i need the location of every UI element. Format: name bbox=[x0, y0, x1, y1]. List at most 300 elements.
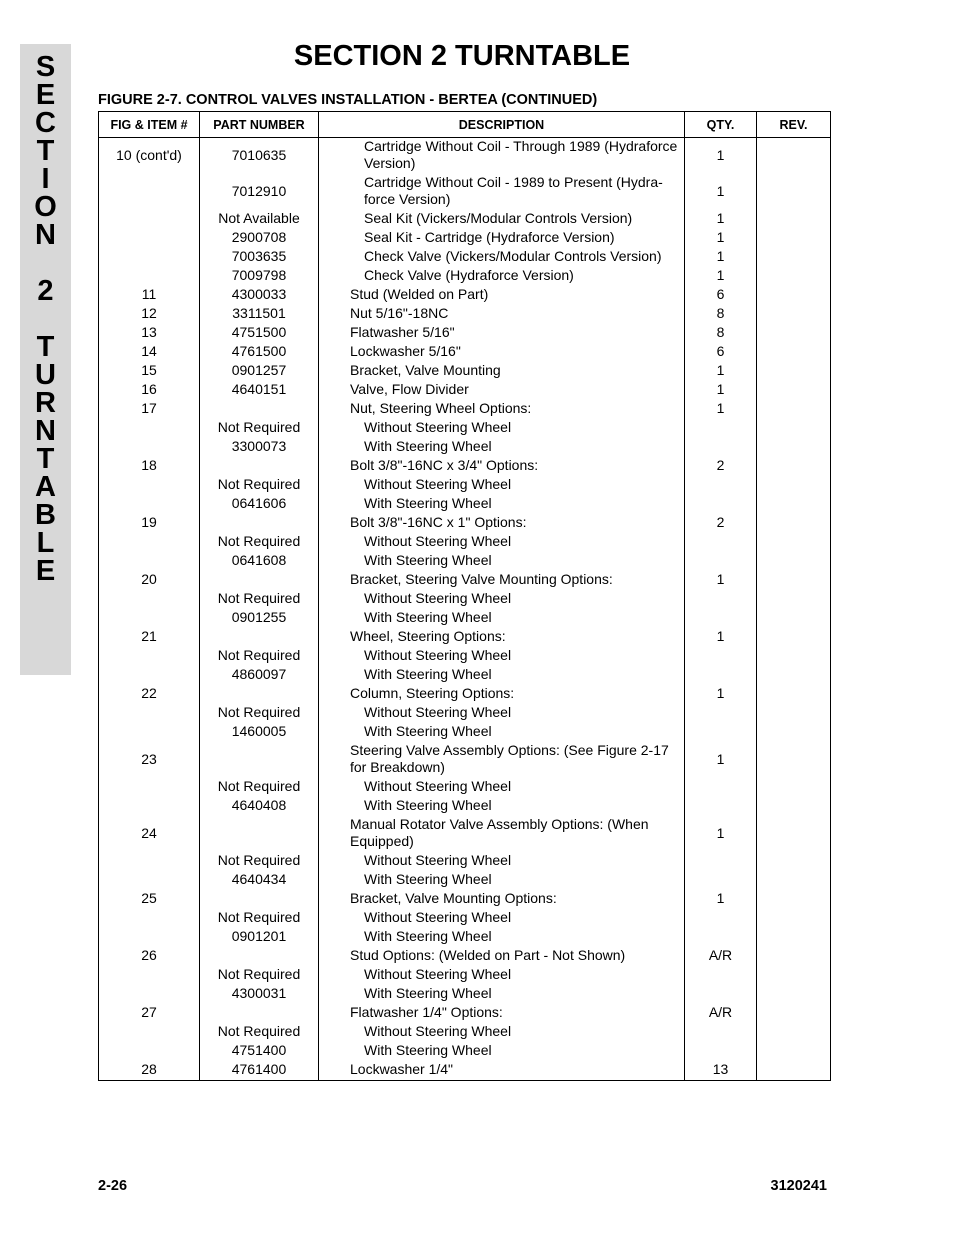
header-qty: QTY. bbox=[685, 112, 757, 138]
item-cell: 27 bbox=[99, 1003, 200, 1022]
rev-cell bbox=[757, 570, 831, 589]
rev-cell bbox=[757, 173, 831, 209]
qty-cell: A/R bbox=[685, 946, 757, 965]
qty-cell bbox=[685, 551, 757, 570]
description-cell: Bracket, Valve Mounting bbox=[319, 361, 685, 380]
rev-cell bbox=[757, 777, 831, 796]
rev-cell bbox=[757, 741, 831, 777]
qty-cell: 6 bbox=[685, 285, 757, 304]
part-number-cell bbox=[200, 570, 319, 589]
table-row bbox=[99, 870, 831, 889]
table-row bbox=[99, 627, 831, 646]
qty-cell bbox=[685, 589, 757, 608]
part-number-cell: Not Required bbox=[200, 1022, 319, 1041]
table-row bbox=[99, 646, 831, 665]
item-cell: 15 bbox=[99, 361, 200, 380]
item-cell: 10 (cont'd) bbox=[99, 138, 200, 174]
item-cell bbox=[99, 418, 200, 437]
part-number-cell bbox=[200, 399, 319, 418]
side-tab-letter: T bbox=[36, 331, 55, 363]
description-cell: With Steering Wheel bbox=[319, 437, 685, 456]
item-cell: 21 bbox=[99, 627, 200, 646]
side-tab-letter: C bbox=[35, 107, 56, 139]
rev-cell bbox=[757, 456, 831, 475]
qty-cell: 2 bbox=[685, 456, 757, 475]
qty-cell bbox=[685, 1041, 757, 1060]
part-number-cell: 4640408 bbox=[200, 796, 319, 815]
rev-cell bbox=[757, 851, 831, 870]
rev-cell bbox=[757, 361, 831, 380]
item-cell: 28 bbox=[99, 1060, 200, 1081]
rev-cell bbox=[757, 646, 831, 665]
part-number-cell: 3300073 bbox=[200, 437, 319, 456]
description-cell: Without Steering Wheel bbox=[319, 703, 685, 722]
item-cell: 18 bbox=[99, 456, 200, 475]
rev-cell bbox=[757, 304, 831, 323]
part-number-cell: Not Required bbox=[200, 646, 319, 665]
rev-cell bbox=[757, 665, 831, 684]
part-number-cell: 7010635 bbox=[200, 138, 319, 174]
side-tab-letter: U bbox=[35, 359, 56, 391]
rev-cell bbox=[757, 475, 831, 494]
qty-cell bbox=[685, 532, 757, 551]
item-cell: 26 bbox=[99, 946, 200, 965]
side-tab-letter: I bbox=[41, 163, 50, 195]
item-cell: 13 bbox=[99, 323, 200, 342]
part-number-cell bbox=[200, 889, 319, 908]
part-number-cell: 4860097 bbox=[200, 665, 319, 684]
side-tab-letter: A bbox=[35, 471, 56, 503]
table-row bbox=[99, 173, 831, 209]
part-number-cell: 0901255 bbox=[200, 608, 319, 627]
rev-cell bbox=[757, 228, 831, 247]
header-fig-item: FIG & ITEM # bbox=[99, 112, 200, 138]
rev-cell bbox=[757, 285, 831, 304]
item-cell bbox=[99, 777, 200, 796]
table-row bbox=[99, 965, 831, 984]
qty-cell: 2 bbox=[685, 513, 757, 532]
qty-cell: 1 bbox=[685, 361, 757, 380]
qty-cell bbox=[685, 665, 757, 684]
qty-cell: 1 bbox=[685, 570, 757, 589]
rev-cell bbox=[757, 796, 831, 815]
qty-cell: 1 bbox=[685, 380, 757, 399]
description-cell: With Steering Wheel bbox=[319, 870, 685, 889]
table-row bbox=[99, 722, 831, 741]
qty-cell bbox=[685, 870, 757, 889]
description-cell: Stud Options: (Welded on Part - Not Shown) bbox=[319, 946, 685, 965]
item-cell bbox=[99, 984, 200, 1003]
description-cell: Lockwasher 5/16" bbox=[319, 342, 685, 361]
part-number-cell: Not Required bbox=[200, 851, 319, 870]
part-number-cell: 4751400 bbox=[200, 1041, 319, 1060]
table-row bbox=[99, 1022, 831, 1041]
side-tab-letter: S bbox=[35, 51, 56, 83]
qty-cell: 8 bbox=[685, 304, 757, 323]
description-cell: With Steering Wheel bbox=[319, 608, 685, 627]
table-row bbox=[99, 342, 831, 361]
section-title: SECTION 2 TURNTABLE bbox=[293, 40, 631, 72]
item-cell: 25 bbox=[99, 889, 200, 908]
item-cell: 17 bbox=[99, 399, 200, 418]
rev-cell bbox=[757, 437, 831, 456]
description-cell: Without Steering Wheel bbox=[319, 418, 685, 437]
description-cell: Nut, Steering Wheel Options: bbox=[319, 399, 685, 418]
rev-cell bbox=[757, 984, 831, 1003]
table-row bbox=[99, 589, 831, 608]
qty-cell: 1 bbox=[685, 173, 757, 209]
part-number-cell: Not Required bbox=[200, 532, 319, 551]
side-tab-letter: T bbox=[36, 135, 55, 167]
table-row bbox=[99, 889, 831, 908]
description-cell: With Steering Wheel bbox=[319, 927, 685, 946]
rev-cell bbox=[757, 209, 831, 228]
description-cell: Without Steering Wheel bbox=[319, 646, 685, 665]
description-cell: Bolt 3/8"-16NC x 1" Options: bbox=[319, 513, 685, 532]
description-cell: Without Steering Wheel bbox=[319, 475, 685, 494]
table-row bbox=[99, 851, 831, 870]
table-row bbox=[99, 228, 831, 247]
description-cell: Flatwasher 1/4" Options: bbox=[319, 1003, 685, 1022]
table-row bbox=[99, 927, 831, 946]
item-cell bbox=[99, 209, 200, 228]
description-cell: Column, Steering Options: bbox=[319, 684, 685, 703]
rev-cell bbox=[757, 889, 831, 908]
description-cell: With Steering Wheel bbox=[319, 551, 685, 570]
item-cell bbox=[99, 703, 200, 722]
item-cell: 24 bbox=[99, 815, 200, 851]
qty-cell bbox=[685, 722, 757, 741]
rev-cell bbox=[757, 399, 831, 418]
item-cell bbox=[99, 173, 200, 209]
table-row bbox=[99, 138, 831, 174]
description-cell: Lockwasher 1/4" bbox=[319, 1060, 685, 1081]
table-row bbox=[99, 285, 831, 304]
side-tab-letter: T bbox=[36, 443, 55, 475]
qty-cell bbox=[685, 777, 757, 796]
part-number-cell bbox=[200, 741, 319, 777]
qty-cell bbox=[685, 965, 757, 984]
item-cell: 16 bbox=[99, 380, 200, 399]
table-row bbox=[99, 946, 831, 965]
description-cell: Without Steering Wheel bbox=[319, 851, 685, 870]
description-cell: Bracket, Steering Valve Mounting Options: bbox=[319, 570, 685, 589]
description-cell: Bracket, Valve Mounting Options: bbox=[319, 889, 685, 908]
header-description: DESCRIPTION bbox=[319, 112, 685, 138]
part-number-cell: 3311501 bbox=[200, 304, 319, 323]
table-header-row bbox=[99, 112, 831, 138]
qty-cell: 1 bbox=[685, 889, 757, 908]
side-tab-letter: N bbox=[35, 219, 56, 251]
part-number-cell: 4640434 bbox=[200, 870, 319, 889]
qty-cell: 1 bbox=[685, 741, 757, 777]
item-cell bbox=[99, 870, 200, 889]
part-number-cell: Not Required bbox=[200, 589, 319, 608]
rev-cell bbox=[757, 684, 831, 703]
table-row bbox=[99, 570, 831, 589]
qty-cell bbox=[685, 418, 757, 437]
item-cell: 23 bbox=[99, 741, 200, 777]
part-number-cell bbox=[200, 1003, 319, 1022]
qty-cell bbox=[685, 494, 757, 513]
rev-cell bbox=[757, 513, 831, 532]
item-cell bbox=[99, 266, 200, 285]
side-tab-letter: L bbox=[36, 527, 55, 559]
rev-cell bbox=[757, 494, 831, 513]
part-number-cell: 2900708 bbox=[200, 228, 319, 247]
description-cell: With Steering Wheel bbox=[319, 984, 685, 1003]
table-row bbox=[99, 908, 831, 927]
rev-cell bbox=[757, 380, 831, 399]
qty-cell: 8 bbox=[685, 323, 757, 342]
document-number: 3120241 bbox=[770, 1178, 827, 1194]
rev-cell bbox=[757, 1003, 831, 1022]
table-row bbox=[99, 247, 831, 266]
rev-cell bbox=[757, 589, 831, 608]
part-number-cell: 7009798 bbox=[200, 266, 319, 285]
item-cell bbox=[99, 646, 200, 665]
part-number-cell bbox=[200, 815, 319, 851]
figure-title: FIGURE 2-7. CONTROL VALVES INSTALLATION - BERTEA (CONTINUED) bbox=[98, 92, 598, 108]
qty-cell: 1 bbox=[685, 815, 757, 851]
table-row bbox=[99, 380, 831, 399]
qty-cell: 1 bbox=[685, 228, 757, 247]
rev-cell bbox=[757, 608, 831, 627]
qty-cell bbox=[685, 608, 757, 627]
part-number-cell: Not Available bbox=[200, 209, 319, 228]
item-cell bbox=[99, 851, 200, 870]
table-row bbox=[99, 494, 831, 513]
item-cell bbox=[99, 908, 200, 927]
description-cell: Check Valve (Vickers/Modular Controls Version) bbox=[319, 247, 685, 266]
item-cell bbox=[99, 927, 200, 946]
item-cell: 20 bbox=[99, 570, 200, 589]
rev-cell bbox=[757, 323, 831, 342]
qty-cell bbox=[685, 984, 757, 1003]
section-side-tab bbox=[20, 44, 71, 675]
part-number-cell bbox=[200, 627, 319, 646]
side-tab-letter: O bbox=[34, 191, 57, 223]
table-row bbox=[99, 777, 831, 796]
item-cell bbox=[99, 1022, 200, 1041]
part-number-cell bbox=[200, 456, 319, 475]
qty-cell: 1 bbox=[685, 209, 757, 228]
description-cell: With Steering Wheel bbox=[319, 494, 685, 513]
table-row bbox=[99, 456, 831, 475]
table-row bbox=[99, 703, 831, 722]
qty-cell: 13 bbox=[685, 1060, 757, 1081]
part-number-cell bbox=[200, 684, 319, 703]
table-row bbox=[99, 418, 831, 437]
qty-cell: 6 bbox=[685, 342, 757, 361]
qty-cell bbox=[685, 927, 757, 946]
rev-cell bbox=[757, 965, 831, 984]
rev-cell bbox=[757, 927, 831, 946]
rev-cell bbox=[757, 722, 831, 741]
table-row bbox=[99, 399, 831, 418]
description-cell: With Steering Wheel bbox=[319, 665, 685, 684]
item-cell bbox=[99, 532, 200, 551]
rev-cell bbox=[757, 1022, 831, 1041]
part-number-cell: Not Required bbox=[200, 965, 319, 984]
description-cell: Cartridge Without Coil - Through 1989 (Hydraforce Version) bbox=[319, 138, 685, 174]
qty-cell: 1 bbox=[685, 266, 757, 285]
header-rev: REV. bbox=[757, 112, 831, 138]
qty-cell: 1 bbox=[685, 247, 757, 266]
description-cell: Seal Kit (Vickers/Modular Controls Version) bbox=[319, 209, 685, 228]
part-number-cell: 4751500 bbox=[200, 323, 319, 342]
side-tab-letter: 2 bbox=[37, 275, 54, 307]
table-row bbox=[99, 1003, 831, 1022]
item-cell bbox=[99, 965, 200, 984]
qty-cell bbox=[685, 703, 757, 722]
rev-cell bbox=[757, 551, 831, 570]
description-cell: Manual Rotator Valve Assembly Options: (When Equipped) bbox=[319, 815, 685, 851]
description-cell: Nut 5/16"-18NC bbox=[319, 304, 685, 323]
item-cell bbox=[99, 228, 200, 247]
side-tab-letter: R bbox=[35, 387, 56, 419]
qty-cell bbox=[685, 646, 757, 665]
item-cell: 19 bbox=[99, 513, 200, 532]
rev-cell bbox=[757, 946, 831, 965]
item-cell: 12 bbox=[99, 304, 200, 323]
table-row bbox=[99, 513, 831, 532]
part-number-cell: 7003635 bbox=[200, 247, 319, 266]
description-cell: Stud (Welded on Part) bbox=[319, 285, 685, 304]
table-row bbox=[99, 551, 831, 570]
part-number-cell: 1460005 bbox=[200, 722, 319, 741]
parts-table-body bbox=[99, 138, 831, 1081]
item-cell: 22 bbox=[99, 684, 200, 703]
item-cell: 14 bbox=[99, 342, 200, 361]
description-cell: Flatwasher 5/16" bbox=[319, 323, 685, 342]
part-number-cell: Not Required bbox=[200, 703, 319, 722]
description-cell: Without Steering Wheel bbox=[319, 589, 685, 608]
part-number-cell: 4300031 bbox=[200, 984, 319, 1003]
side-tab-letter: B bbox=[35, 499, 56, 531]
table-row bbox=[99, 815, 831, 851]
table-row bbox=[99, 323, 831, 342]
part-number-cell bbox=[200, 513, 319, 532]
item-cell bbox=[99, 247, 200, 266]
table-row bbox=[99, 684, 831, 703]
qty-cell: 1 bbox=[685, 684, 757, 703]
side-tab-letter: E bbox=[35, 79, 56, 111]
rev-cell bbox=[757, 532, 831, 551]
rev-cell bbox=[757, 1041, 831, 1060]
rev-cell bbox=[757, 627, 831, 646]
part-number-cell: 0901257 bbox=[200, 361, 319, 380]
qty-cell bbox=[685, 908, 757, 927]
part-number-cell: 0901201 bbox=[200, 927, 319, 946]
table-row bbox=[99, 304, 831, 323]
description-cell: Without Steering Wheel bbox=[319, 965, 685, 984]
rev-cell bbox=[757, 418, 831, 437]
table-row bbox=[99, 665, 831, 684]
item-cell bbox=[99, 589, 200, 608]
rev-cell bbox=[757, 1060, 831, 1081]
part-number-cell: 4761500 bbox=[200, 342, 319, 361]
rev-cell bbox=[757, 138, 831, 174]
part-number-cell: 0641606 bbox=[200, 494, 319, 513]
qty-cell bbox=[685, 796, 757, 815]
description-cell: Without Steering Wheel bbox=[319, 777, 685, 796]
table-row bbox=[99, 741, 831, 777]
description-cell: With Steering Wheel bbox=[319, 722, 685, 741]
table-row bbox=[99, 437, 831, 456]
rev-cell bbox=[757, 908, 831, 927]
table-row bbox=[99, 608, 831, 627]
description-cell: Without Steering Wheel bbox=[319, 908, 685, 927]
side-tab-letter: E bbox=[35, 555, 56, 587]
description-cell: Without Steering Wheel bbox=[319, 532, 685, 551]
item-cell bbox=[99, 551, 200, 570]
table-row bbox=[99, 984, 831, 1003]
part-number-cell: Not Required bbox=[200, 777, 319, 796]
page-number: 2-26 bbox=[98, 1178, 128, 1194]
part-number-cell: Not Required bbox=[200, 908, 319, 927]
description-cell: Wheel, Steering Options: bbox=[319, 627, 685, 646]
part-number-cell: Not Required bbox=[200, 475, 319, 494]
qty-cell: 1 bbox=[685, 627, 757, 646]
rev-cell bbox=[757, 342, 831, 361]
item-cell bbox=[99, 722, 200, 741]
qty-cell bbox=[685, 851, 757, 870]
item-cell bbox=[99, 1041, 200, 1060]
item-cell bbox=[99, 437, 200, 456]
rev-cell bbox=[757, 870, 831, 889]
description-cell: Check Valve (Hydraforce Version) bbox=[319, 266, 685, 285]
table-row bbox=[99, 266, 831, 285]
part-number-cell: 4300033 bbox=[200, 285, 319, 304]
item-cell bbox=[99, 796, 200, 815]
header-part-number: PART NUMBER bbox=[200, 112, 319, 138]
description-cell: Seal Kit - Cartridge (Hydraforce Version) bbox=[319, 228, 685, 247]
table-row bbox=[99, 209, 831, 228]
item-cell bbox=[99, 494, 200, 513]
part-number-cell: Not Required bbox=[200, 418, 319, 437]
description-cell: Bolt 3/8"-16NC x 3/4" Options: bbox=[319, 456, 685, 475]
part-number-cell: 4640151 bbox=[200, 380, 319, 399]
part-number-cell bbox=[200, 946, 319, 965]
qty-cell: 1 bbox=[685, 138, 757, 174]
table-row bbox=[99, 1060, 831, 1081]
item-cell bbox=[99, 665, 200, 684]
qty-cell bbox=[685, 475, 757, 494]
description-cell: Valve, Flow Divider bbox=[319, 380, 685, 399]
rev-cell bbox=[757, 247, 831, 266]
part-number-cell: 0641608 bbox=[200, 551, 319, 570]
description-cell: Without Steering Wheel bbox=[319, 1022, 685, 1041]
item-cell bbox=[99, 475, 200, 494]
description-cell: Cartridge Without Coil - 1989 to Present (Hydra-force Version) bbox=[319, 173, 685, 209]
qty-cell: 1 bbox=[685, 399, 757, 418]
description-cell: With Steering Wheel bbox=[319, 796, 685, 815]
table-row bbox=[99, 1041, 831, 1060]
description-cell: Steering Valve Assembly Options: (See Figure 2-17 for Breakdown) bbox=[319, 741, 685, 777]
item-cell: 11 bbox=[99, 285, 200, 304]
qty-cell bbox=[685, 1022, 757, 1041]
part-number-cell: 4761400 bbox=[200, 1060, 319, 1081]
table-row bbox=[99, 796, 831, 815]
parts-table bbox=[98, 111, 831, 1081]
rev-cell bbox=[757, 266, 831, 285]
table-row bbox=[99, 361, 831, 380]
part-number-cell: 7012910 bbox=[200, 173, 319, 209]
item-cell bbox=[99, 608, 200, 627]
description-cell: With Steering Wheel bbox=[319, 1041, 685, 1060]
qty-cell bbox=[685, 437, 757, 456]
